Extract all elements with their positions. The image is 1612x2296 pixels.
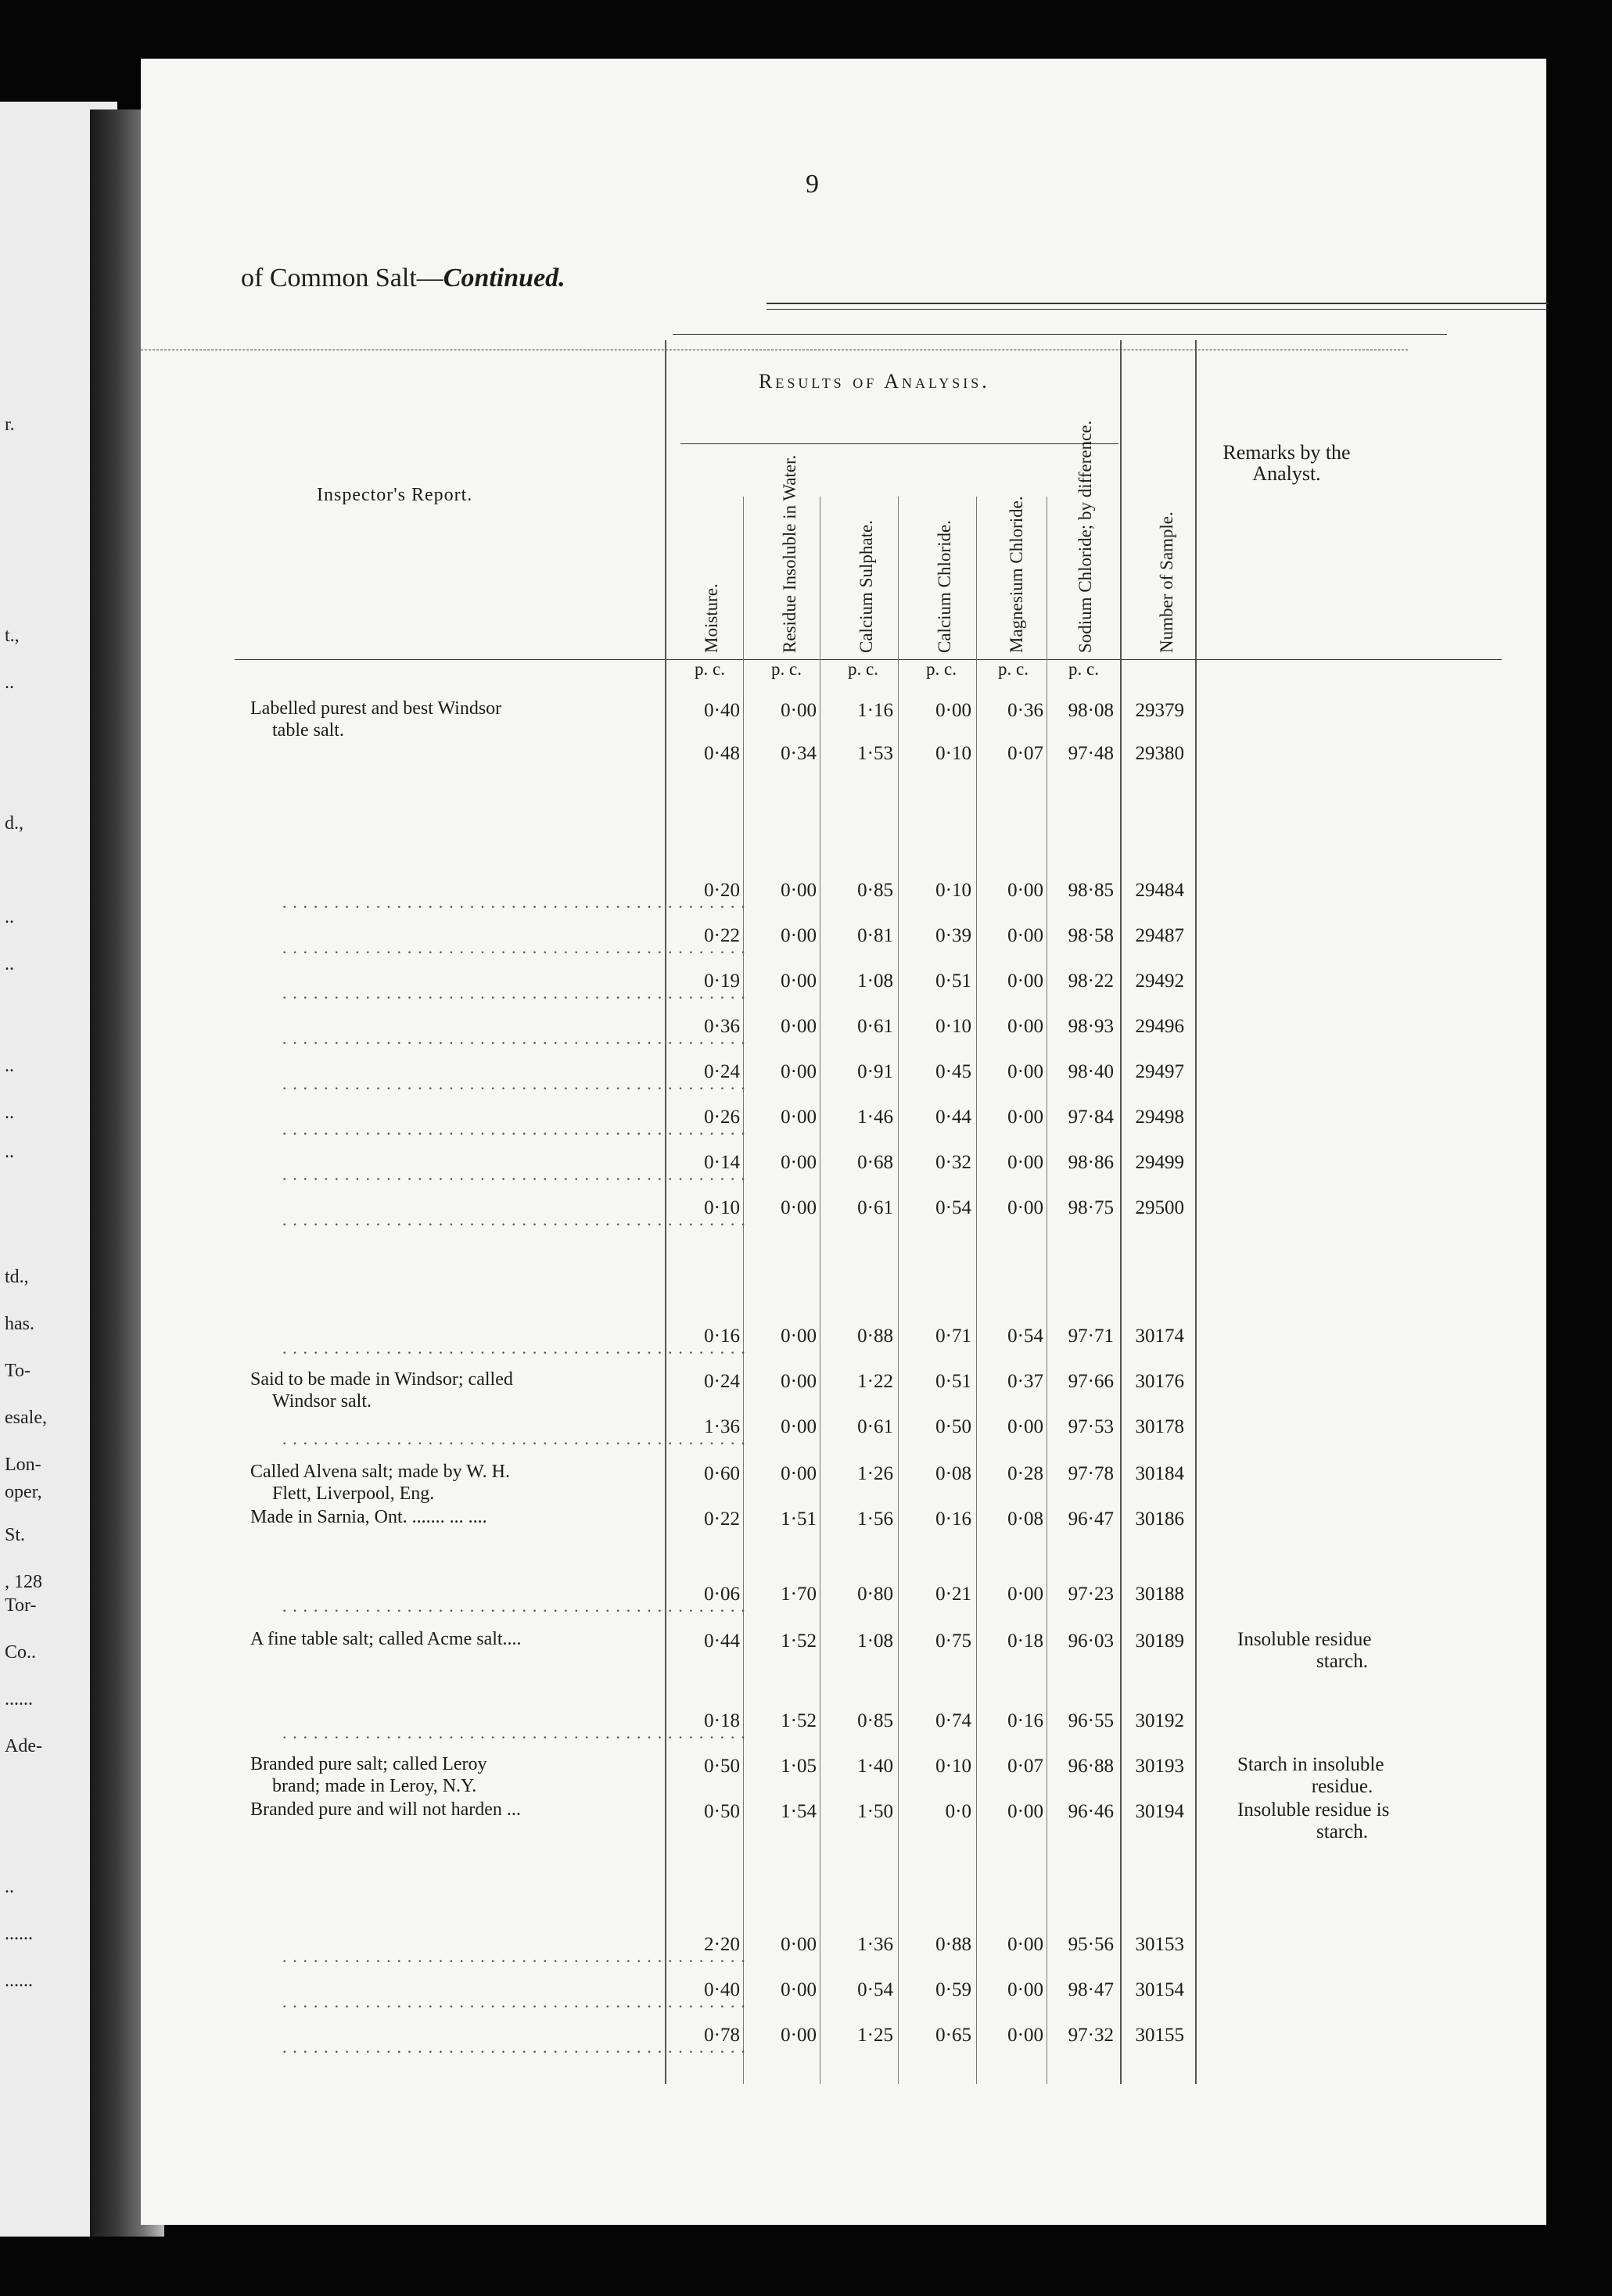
- cell-sodium-chloride: 97·78: [1068, 1463, 1114, 1484]
- facing-page-text-fragment: r.: [5, 414, 15, 435]
- facing-page-text-fragment: esale,: [5, 1408, 47, 1428]
- cell-magnesium-chloride: 0·07: [1007, 743, 1043, 764]
- running-head-prefix: of Common Salt—: [241, 264, 443, 292]
- cell-magnesium-chloride: 0·00: [1007, 1197, 1043, 1218]
- cell-number-of-sample: 29492: [1135, 970, 1184, 992]
- inspector-report-line: Said to be made in Windsor; called: [250, 1369, 513, 1390]
- cell-residue-insoluble: 0·00: [781, 1463, 817, 1484]
- cell-moisture: 0·50: [704, 1801, 740, 1822]
- analyst-remark: [1237, 1629, 1447, 1672]
- cell-magnesium-chloride: 0·00: [1007, 1584, 1043, 1605]
- running-head-continued: Continued.: [443, 264, 565, 292]
- facing-page-text-fragment: td.,: [5, 1267, 29, 1287]
- analyst-remark-line: Starch in insoluble: [1237, 1754, 1384, 1775]
- cell-calcium-chloride: 0·10: [935, 1016, 971, 1037]
- cell-calcium-sulphate: 0·85: [857, 880, 893, 901]
- cell-moisture: 0·26: [704, 1107, 740, 1128]
- cell-residue-insoluble: 0·00: [781, 970, 817, 992]
- leader-dots: ·············································: [282, 1996, 751, 2016]
- cell-sodium-chloride: 96·88: [1068, 1756, 1114, 1777]
- leader-dots: ·············································: [282, 988, 751, 1007]
- column-header-magnesium-chloride: Magnesium Chloride.: [1007, 496, 1026, 653]
- cell-residue-insoluble: 1·52: [781, 1710, 817, 1731]
- col-rule-1: [743, 497, 744, 2084]
- cell-magnesium-chloride: 0·37: [1007, 1371, 1043, 1392]
- leader-dots: ·············································: [282, 942, 751, 962]
- cell-sodium-chloride: 98·86: [1068, 1152, 1114, 1173]
- cell-sodium-chloride: 97·48: [1068, 743, 1114, 764]
- cell-moisture: 0·40: [704, 1979, 740, 2000]
- column-header-residue-insoluble: Residue Insoluble in Water.: [780, 454, 799, 653]
- col-rule-report: [665, 340, 666, 2084]
- cell-calcium-chloride: 0·50: [935, 1416, 971, 1437]
- leader-dots: ·············································: [282, 1951, 751, 1971]
- inspector-report-line: table salt.: [272, 719, 344, 741]
- cell-number-of-sample: 30193: [1135, 1756, 1184, 1777]
- col-rule-3: [898, 497, 899, 2084]
- cell-calcium-chloride: 0·88: [935, 1934, 971, 1955]
- leader-dots: ·············································: [282, 1033, 751, 1053]
- cell-magnesium-chloride: 0·54: [1007, 1326, 1043, 1347]
- cell-residue-insoluble: 0·00: [781, 1371, 817, 1392]
- cell-magnesium-chloride: 0·00: [1007, 1801, 1043, 1822]
- cell-calcium-sulphate: 0·54: [857, 1979, 893, 2000]
- cell-calcium-chloride: 0·39: [935, 925, 971, 946]
- analyst-remark: [1237, 1799, 1447, 1842]
- cell-calcium-sulphate: 1·46: [857, 1107, 893, 1128]
- cell-number-of-sample: 29500: [1135, 1197, 1184, 1218]
- cell-magnesium-chloride: 0·18: [1007, 1631, 1043, 1652]
- top-rule-thin: [767, 309, 1549, 310]
- cell-number-of-sample: 29496: [1135, 1016, 1184, 1037]
- cell-calcium-sulphate: 1·53: [857, 743, 893, 764]
- column-header-calcium-chloride: Calcium Chloride.: [935, 520, 954, 653]
- column-header-moisture: Moisture.: [702, 583, 721, 653]
- cell-number-of-sample: 30192: [1135, 1710, 1184, 1731]
- analyst-remark: [1237, 1754, 1447, 1797]
- cell-magnesium-chloride: 0·00: [1007, 1061, 1043, 1082]
- facing-page-text-fragment: ......: [5, 1689, 33, 1709]
- cell-residue-insoluble: 0·00: [781, 1326, 817, 1347]
- cell-calcium-chloride: 0·16: [935, 1509, 971, 1530]
- cell-number-of-sample: 30155: [1135, 2025, 1184, 2046]
- cell-residue-insoluble: 0·00: [781, 925, 817, 946]
- cell-moisture: 0·50: [704, 1756, 740, 1777]
- cell-number-of-sample: 29487: [1135, 925, 1184, 946]
- cell-magnesium-chloride: 0·07: [1007, 1756, 1043, 1777]
- cell-calcium-sulphate: 1·08: [857, 1631, 893, 1652]
- cell-calcium-chloride: 0·74: [935, 1710, 971, 1731]
- cell-number-of-sample: 29484: [1135, 880, 1184, 901]
- leader-dots: ·············································: [282, 1601, 751, 1620]
- cell-sodium-chloride: 98·47: [1068, 1979, 1114, 2000]
- cell-moisture: 0·10: [704, 1197, 740, 1218]
- cell-sodium-chloride: 97·71: [1068, 1326, 1114, 1347]
- cell-residue-insoluble: 0·00: [781, 880, 817, 901]
- cell-moisture: 0·18: [704, 1710, 740, 1731]
- cell-calcium-sulphate: 1·40: [857, 1756, 893, 1777]
- inspector-report-entry: [250, 1462, 712, 1505]
- cell-calcium-sulphate: 1·26: [857, 1463, 893, 1484]
- cell-number-of-sample: 29380: [1135, 743, 1184, 764]
- results-underline: [680, 443, 1118, 444]
- unit-label: p. c.: [926, 659, 957, 679]
- inspector-report-line: brand; made in Leroy, N.Y.: [272, 1775, 477, 1796]
- col-rule-4: [976, 497, 977, 2084]
- cell-magnesium-chloride: 0·00: [1007, 2025, 1043, 2046]
- cell-sodium-chloride: 98·58: [1068, 925, 1114, 946]
- cell-calcium-sulphate: 0·61: [857, 1197, 893, 1218]
- facing-page-text-fragment: ..: [5, 1103, 14, 1123]
- cell-calcium-chloride: 0·59: [935, 1979, 971, 2000]
- cell-sodium-chloride: 95·56: [1068, 1934, 1114, 1955]
- cell-number-of-sample: 30189: [1135, 1631, 1184, 1652]
- inspector-report-entry: [250, 1369, 712, 1412]
- unit-label: p. c.: [1068, 659, 1099, 679]
- cell-residue-insoluble: 0·00: [781, 1934, 817, 1955]
- inspector-report-entry: [250, 1629, 712, 1651]
- cell-residue-insoluble: 0·00: [781, 1197, 817, 1218]
- inspector-report-line: Branded pure and will not harden ...: [250, 1799, 521, 1820]
- cell-calcium-chloride: 0·21: [935, 1584, 971, 1605]
- cell-calcium-sulphate: 1·08: [857, 970, 893, 992]
- facing-page-text-fragment: ..: [5, 1142, 14, 1162]
- facing-page-text-fragment: ..: [5, 673, 14, 693]
- unit-label: p. c.: [695, 659, 725, 679]
- cell-sodium-chloride: 98·22: [1068, 970, 1114, 992]
- cell-number-of-sample: 30188: [1135, 1584, 1184, 1605]
- leader-dots: ·············································: [282, 1727, 751, 1747]
- inspector-report-line: Called Alvena salt; made by W. H.: [250, 1462, 510, 1482]
- cell-residue-insoluble: 0·00: [781, 700, 817, 721]
- cell-residue-insoluble: 0·00: [781, 1416, 817, 1437]
- cell-calcium-sulphate: 1·36: [857, 1934, 893, 1955]
- running-head: [241, 264, 565, 293]
- cell-magnesium-chloride: 0·00: [1007, 1152, 1043, 1173]
- cell-magnesium-chloride: 0·00: [1007, 970, 1043, 992]
- cell-magnesium-chloride: 0·00: [1007, 1016, 1043, 1037]
- cell-moisture: 0·22: [704, 925, 740, 946]
- cell-moisture: 0·78: [704, 2025, 740, 2046]
- cell-calcium-sulphate: 1·56: [857, 1509, 893, 1530]
- cell-magnesium-chloride: 0·28: [1007, 1463, 1043, 1484]
- cell-residue-insoluble: 1·51: [781, 1509, 817, 1530]
- page-number: 9: [806, 170, 819, 199]
- cell-magnesium-chloride: 0·00: [1007, 1107, 1043, 1128]
- cell-sodium-chloride: 97·66: [1068, 1371, 1114, 1392]
- top-rule: [767, 303, 1549, 304]
- cell-calcium-chloride: 0·10: [935, 743, 971, 764]
- analyst-remark-line: Insoluble residue is: [1237, 1799, 1390, 1821]
- cell-magnesium-chloride: 0·00: [1007, 880, 1043, 901]
- cell-calcium-chloride: 0·44: [935, 1107, 971, 1128]
- cell-moisture: 0·16: [704, 1326, 740, 1347]
- cell-number-of-sample: 30184: [1135, 1463, 1184, 1484]
- cell-number-of-sample: 30153: [1135, 1934, 1184, 1955]
- cell-moisture: 0·36: [704, 1016, 740, 1037]
- cell-calcium-chloride: 0·32: [935, 1152, 971, 1173]
- facing-page-text-fragment: , 128: [5, 1572, 42, 1592]
- inspector-report-line: Made in Sarnia, Ont. ....... ... ....: [250, 1507, 487, 1527]
- cell-residue-insoluble: 1·54: [781, 1801, 817, 1822]
- cell-moisture: 0·40: [704, 700, 740, 721]
- cell-sodium-chloride: 96·46: [1068, 1801, 1114, 1822]
- leader-dots: ·············································: [282, 1124, 751, 1143]
- column-header-calcium-sulphate: Calcium Sulphate.: [856, 520, 876, 653]
- cell-number-of-sample: 30154: [1135, 1979, 1184, 2000]
- unit-label: p. c.: [848, 659, 878, 679]
- cell-calcium-sulphate: 0·88: [857, 1326, 893, 1347]
- leader-dots: ·············································: [282, 1214, 751, 1234]
- column-header-number-of-sample: Number of Sample.: [1157, 511, 1176, 653]
- facing-page-text-fragment: ..: [5, 1056, 14, 1076]
- cell-calcium-sulphate: 0·80: [857, 1584, 893, 1605]
- facing-page-text-fragment: St.: [5, 1525, 26, 1545]
- inspector-report-heading: Inspector's Report.: [317, 485, 473, 505]
- facing-page-text-fragment: ..: [5, 907, 14, 927]
- cell-moisture: 0·19: [704, 970, 740, 992]
- facing-page-text-fragment: ..: [5, 954, 14, 974]
- results-of-analysis-heading: Results of Analysis.: [759, 370, 990, 393]
- unit-label: p. c.: [998, 659, 1029, 679]
- cell-number-of-sample: 29499: [1135, 1152, 1184, 1173]
- cell-calcium-sulphate: 0·91: [857, 1061, 893, 1082]
- cell-magnesium-chloride: 0·00: [1007, 1979, 1043, 2000]
- cell-calcium-chloride: 0·54: [935, 1197, 971, 1218]
- cell-residue-insoluble: 0·34: [781, 743, 817, 764]
- cell-calcium-sulphate: 1·22: [857, 1371, 893, 1392]
- document-page: [141, 59, 1546, 2225]
- cell-magnesium-chloride: 0·00: [1007, 1416, 1043, 1437]
- cell-sodium-chloride: 97·53: [1068, 1416, 1114, 1437]
- cell-calcium-chloride: 0·51: [935, 970, 971, 992]
- inspector-report-line: Windsor salt.: [272, 1390, 372, 1412]
- cell-number-of-sample: 29498: [1135, 1107, 1184, 1128]
- cell-magnesium-chloride: 0·16: [1007, 1710, 1043, 1731]
- cell-calcium-chloride: 0·10: [935, 1756, 971, 1777]
- cell-sodium-chloride: 98·75: [1068, 1197, 1114, 1218]
- facing-page-text-fragment: has.: [5, 1314, 34, 1334]
- cell-calcium-chloride: 0·71: [935, 1326, 971, 1347]
- leader-dots: ·············································: [282, 1343, 751, 1362]
- cell-calcium-chloride: 0·51: [935, 1371, 971, 1392]
- cell-number-of-sample: 30194: [1135, 1801, 1184, 1822]
- inspector-report-line: Branded pure salt; called Leroy: [250, 1754, 487, 1774]
- cell-number-of-sample: 30174: [1135, 1326, 1184, 1347]
- inspector-report-line: A fine table salt; called Acme salt....: [250, 1629, 522, 1649]
- inspector-report-line: Labelled purest and best Windsor: [250, 698, 502, 719]
- cell-moisture: 0·22: [704, 1509, 740, 1530]
- cell-calcium-sulphate: 0·85: [857, 1710, 893, 1731]
- cell-sodium-chloride: 97·32: [1068, 2025, 1114, 2046]
- cell-calcium-chloride: 0·0: [945, 1801, 971, 1822]
- leader-dots: ·············································: [282, 1169, 751, 1189]
- facing-page-text-fragment: ..: [5, 1877, 14, 1897]
- cell-magnesium-chloride: 0·00: [1007, 925, 1043, 946]
- cell-calcium-sulphate: 0·68: [857, 1152, 893, 1173]
- cell-calcium-chloride: 0·08: [935, 1463, 971, 1484]
- cell-number-of-sample: 30178: [1135, 1416, 1184, 1437]
- analyst-remark-line: starch.: [1316, 1650, 1368, 1672]
- inspector-report-entry: [250, 1754, 712, 1797]
- cell-residue-insoluble: 1·52: [781, 1631, 817, 1652]
- cell-calcium-sulphate: 1·25: [857, 2025, 893, 2046]
- cell-sodium-chloride: 97·23: [1068, 1584, 1114, 1605]
- cell-calcium-sulphate: 0·61: [857, 1016, 893, 1037]
- unit-label: p. c.: [771, 659, 802, 679]
- cell-moisture: 0·06: [704, 1584, 740, 1605]
- cell-moisture: 0·24: [704, 1371, 740, 1392]
- remarks-heading: Remarks by the Analyst.: [1222, 441, 1351, 486]
- cell-number-of-sample: 29497: [1135, 1061, 1184, 1082]
- cell-residue-insoluble: 0·00: [781, 1152, 817, 1173]
- cell-residue-insoluble: 0·00: [781, 1107, 817, 1128]
- inspector-report-line: Flett, Liverpool, Eng.: [272, 1483, 435, 1504]
- facing-page-text-fragment: d.,: [5, 813, 23, 834]
- col-rule-7: [1195, 340, 1197, 2084]
- cell-moisture: 1·36: [704, 1416, 740, 1437]
- cell-number-of-sample: 30186: [1135, 1509, 1184, 1530]
- cell-moisture: 0·24: [704, 1061, 740, 1082]
- facing-page-text-fragment: oper,: [5, 1482, 42, 1502]
- cell-sodium-chloride: 96·55: [1068, 1710, 1114, 1731]
- cell-calcium-chloride: 0·10: [935, 880, 971, 901]
- facing-page-text-fragment: To-: [5, 1361, 31, 1381]
- cell-calcium-chloride: 0·00: [935, 700, 971, 721]
- inspector-report-entry: [250, 1507, 712, 1529]
- cell-moisture: 0·48: [704, 743, 740, 764]
- cell-moisture: 0·60: [704, 1463, 740, 1484]
- cell-sodium-chloride: 98·40: [1068, 1061, 1114, 1082]
- cell-sodium-chloride: 98·93: [1068, 1016, 1114, 1037]
- cell-sodium-chloride: 97·84: [1068, 1107, 1114, 1128]
- cell-residue-insoluble: 0·00: [781, 1016, 817, 1037]
- cell-magnesium-chloride: 0·36: [1007, 700, 1043, 721]
- cell-residue-insoluble: 0·00: [781, 2025, 817, 2046]
- table-top-rule-2: [673, 334, 1447, 335]
- inspector-report-entry: [250, 1799, 712, 1821]
- analyst-remark-line: residue.: [1311, 1775, 1373, 1797]
- cell-calcium-sulphate: 0·81: [857, 925, 893, 946]
- facing-page-text-fragment: t.,: [5, 626, 20, 646]
- facing-page-text-fragment: Lon-: [5, 1455, 41, 1475]
- leader-dots: ·············································: [282, 897, 751, 917]
- cell-calcium-sulphate: 1·50: [857, 1801, 893, 1822]
- cell-calcium-chloride: 0·65: [935, 2025, 971, 2046]
- cell-calcium-sulphate: 1·16: [857, 700, 893, 721]
- cell-calcium-chloride: 0·75: [935, 1631, 971, 1652]
- cell-number-of-sample: 30176: [1135, 1371, 1184, 1392]
- col-rule-6: [1120, 340, 1122, 2084]
- inspector-report-entry: [250, 698, 712, 741]
- column-header-sodium-chloride: Sodium Chloride; by difference.: [1075, 420, 1095, 653]
- cell-residue-insoluble: 1·05: [781, 1756, 817, 1777]
- cell-calcium-chloride: 0·45: [935, 1061, 971, 1082]
- cell-magnesium-chloride: 0·08: [1007, 1509, 1043, 1530]
- cell-moisture: 0·20: [704, 880, 740, 901]
- leader-dots: ·············································: [282, 1078, 751, 1098]
- cell-calcium-sulphate: 0·61: [857, 1416, 893, 1437]
- leader-dots: ·············································: [282, 1433, 751, 1453]
- cell-sodium-chloride: 98·08: [1068, 700, 1114, 721]
- facing-page-text-fragment: Tor-: [5, 1595, 37, 1616]
- cell-residue-insoluble: 0·00: [781, 1979, 817, 2000]
- facing-page-text-fragment: ......: [5, 1971, 33, 1991]
- facing-page-text-fragment: ......: [5, 1924, 33, 1944]
- leader-dots: ·············································: [282, 2042, 751, 2061]
- cell-sodium-chloride: 98·85: [1068, 880, 1114, 901]
- cell-sodium-chloride: 96·03: [1068, 1631, 1114, 1652]
- cell-moisture: 0·44: [704, 1631, 740, 1652]
- cell-moisture: 0·14: [704, 1152, 740, 1173]
- cell-residue-insoluble: 1·70: [781, 1584, 817, 1605]
- facing-page-text-fragment: Co..: [5, 1642, 37, 1663]
- cell-magnesium-chloride: 0·00: [1007, 1934, 1043, 1955]
- cell-residue-insoluble: 0·00: [781, 1061, 817, 1082]
- facing-page-text-fragment: Ade-: [5, 1736, 42, 1756]
- cell-number-of-sample: 29379: [1135, 700, 1184, 721]
- cell-moisture: 2·20: [704, 1934, 740, 1955]
- cell-sodium-chloride: 96·47: [1068, 1509, 1114, 1530]
- analyst-remark-line: starch.: [1316, 1821, 1368, 1842]
- analyst-remark-line: Insoluble residue: [1237, 1629, 1372, 1650]
